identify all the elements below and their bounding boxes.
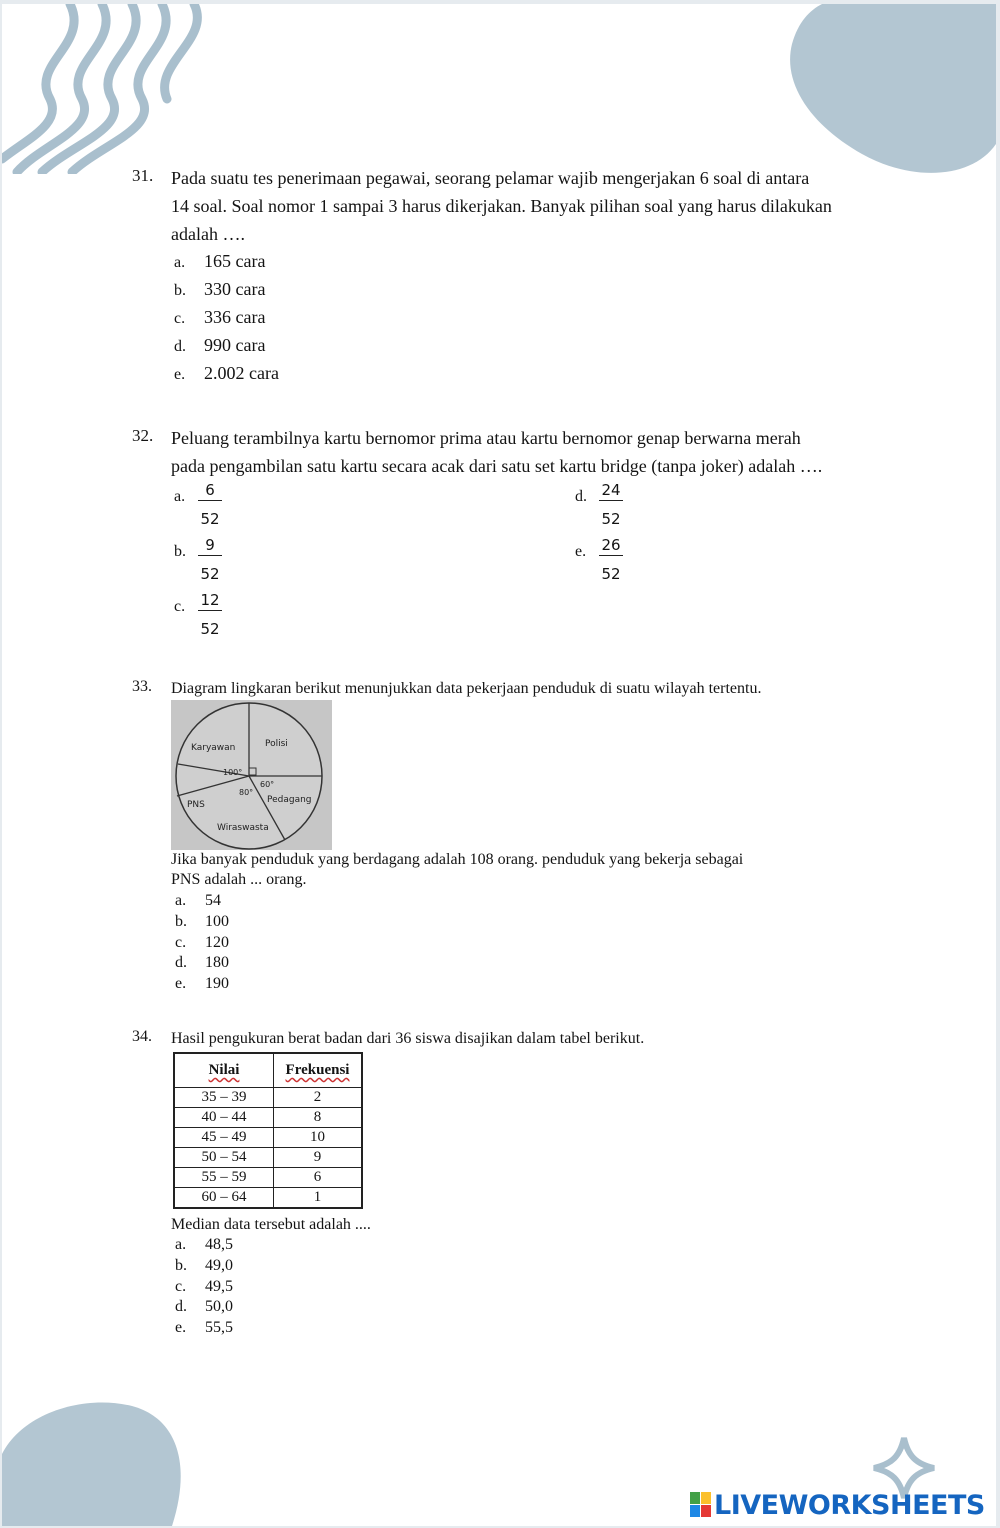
fraction: $\frac{6}{52}$ [198, 480, 222, 528]
liveworksheets-logo: LIVEWORKSHEETS [714, 1490, 985, 1521]
pie-chart [171, 700, 332, 850]
table-row: 55 – 59 6 [174, 1168, 362, 1188]
option-e[interactable]: e. 55,5 [175, 1319, 233, 1336]
question-number: 32. [132, 426, 154, 445]
angle-label: 100° [223, 768, 243, 777]
question-number: 33. [132, 678, 152, 695]
angle-label: 80° [239, 788, 254, 797]
option-c[interactable]: c. 120 [175, 934, 229, 951]
option-b[interactable]: b. 100 [175, 913, 229, 930]
angle-label: 60° [260, 780, 275, 789]
option-d[interactable]: d. 50,0 [175, 1298, 233, 1315]
table-row: 45 – 49 10 [174, 1128, 362, 1148]
question-prompt: Jika banyak penduduk yang berdagang adalah 108 orang. penduduk yang bekerja sebagai PNS adalah ... orang. [171, 851, 744, 888]
blob-decoration-top [782, 4, 996, 184]
option-d[interactable]: d. 180 [175, 954, 229, 971]
question-text: Pada suatu tes penerimaan pegawai, seorang pelamar wajib mengerjakan 6 soal di antara 14 soal. Soal nomor 1 sampai 3 harus dikerjakan. Banyak pilihan soal yang harus dilakukan adalah …. [171, 168, 832, 244]
question-number: 34. [132, 1028, 152, 1045]
fraction: $\frac{26}{52}$ [599, 535, 623, 583]
option-c[interactable]: c. 336 cara [174, 307, 266, 327]
option-c[interactable]: c. 49,5 [175, 1278, 233, 1295]
label-pns: PNS [187, 800, 205, 810]
header-frekuensi: Frekuensi [274, 1053, 363, 1088]
table-row: 50 – 54 9 [174, 1148, 362, 1168]
logo-grid-icon [690, 1492, 712, 1518]
option-e[interactable]: e. 190 [175, 975, 229, 992]
table-row: 60 – 64 1 [174, 1188, 362, 1209]
fraction: $\frac{24}{52}$ [599, 480, 623, 528]
option-a[interactable]: a. 165 cara [174, 251, 266, 271]
header-nilai: Nilai [174, 1053, 274, 1088]
worksheet-page [2, 4, 996, 1526]
question-text: Diagram lingkaran berikut menunjukkan data pekerjaan penduduk di suatu wilayah tertentu. [171, 680, 762, 697]
blob-decoration-bottom [2, 1394, 202, 1526]
fraction: $\frac{12}{52}$ [198, 590, 222, 638]
question-text: Hasil pengukuran berat badan dari 36 siswa disajikan dalam tabel berikut. [171, 1030, 645, 1047]
option-b[interactable]: b. 330 cara [174, 279, 266, 299]
label-polisi: Polisi [265, 739, 288, 749]
pie-chart-image [171, 700, 332, 850]
option-d[interactable]: d. 990 cara [174, 335, 266, 355]
question-prompt: Median data tersebut adalah .... [171, 1216, 371, 1233]
question-number: 31. [132, 166, 154, 185]
table-row: 35 – 39 2 [174, 1088, 362, 1108]
frequency-table [173, 1052, 363, 1209]
question-32: 32. Peluang terambilnya kartu bernomor prima atau kartu bernomor genap berwarna merah pada pengambilan satu kartu secara acak dari satu set kartu bridge (tanpa joker) adalah …. a. $\frac{6}{52}$ b. $\frac{9}{52}$ c. $\frac{12}{52}$ d. $\frac{24}{52}$ e. $\frac{26}{52}$ [132, 424, 912, 644]
label-pedagang: Pedagang [267, 795, 312, 805]
label-karyawan: Karyawan [191, 743, 236, 753]
question-31 [132, 164, 912, 394]
option-b[interactable]: b. 49,0 [175, 1257, 233, 1274]
wave-decoration [2, 4, 242, 174]
option-a[interactable]: a. 48,5 [175, 1236, 233, 1253]
option-e[interactable]: e. 2.002 cara [174, 363, 279, 383]
table-row: 40 – 44 8 [174, 1108, 362, 1128]
fraction: $\frac{9}{52}$ [198, 535, 222, 583]
option-a[interactable]: a. 54 [175, 892, 221, 909]
question-text: Peluang terambilnya kartu bernomor prima atau kartu bernomor genap berwarna merah pada pengambilan satu kartu secara acak dari satu set kartu bridge (tanpa joker) adalah …. [171, 428, 823, 476]
table-header-row [174, 1053, 362, 1088]
label-wiraswasta: Wiraswasta [217, 823, 269, 833]
